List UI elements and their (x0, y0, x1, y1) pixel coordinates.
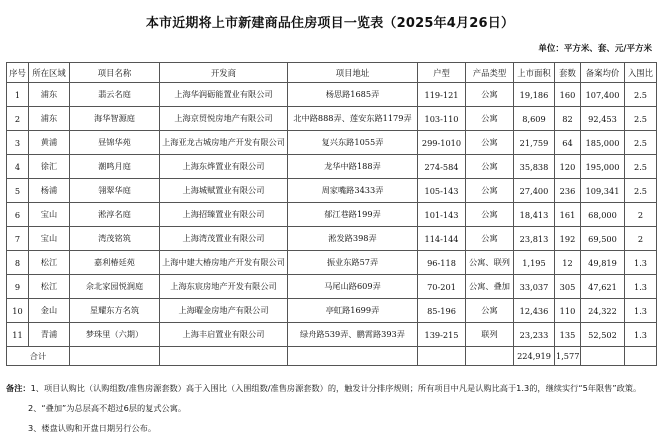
table-row (7, 275, 657, 299)
units-cell: 12 (555, 251, 581, 275)
note-item: 3、楼盘认购和开盘日期另行公布。 (28, 423, 157, 433)
units-cell: 64 (555, 131, 581, 155)
district-cell: 黄浦 (29, 131, 70, 155)
product-type-cell: 公寓 (466, 83, 514, 107)
note-line (6, 378, 656, 398)
header-cell: 套数 (555, 63, 581, 83)
product-type-cell: 公寓 (466, 131, 514, 155)
address-cell: 龙华中路188弄 (288, 155, 418, 179)
total-label: 合计 (7, 347, 70, 366)
project-name-cell: 昼锦华苑 (70, 131, 160, 155)
table-body (7, 83, 657, 366)
address-cell: 郁江巷路199弄 (288, 203, 418, 227)
header-cell: 序号 (7, 63, 29, 83)
units-cell: 305 (555, 275, 581, 299)
ratio-cell: 2.5 (625, 155, 657, 179)
document-title: 本市近期将上市新建商品住房项目一览表（2025年4月26日） (145, 16, 515, 31)
table-row (7, 299, 657, 323)
district-cell: 宝山 (29, 203, 70, 227)
address-cell: 马尾山路609弄 (288, 275, 418, 299)
total-area: 224,919 (514, 347, 555, 366)
product-type-cell: 联列 (466, 323, 514, 347)
product-type-cell: 公寓 (466, 179, 514, 203)
address-cell: 振业东路57弄 (288, 251, 418, 275)
developer-cell: 上海丰启置业有限公司 (160, 323, 288, 347)
units-cell: 161 (555, 203, 581, 227)
area-cell: 19,186 (514, 83, 555, 107)
header-cell: 上市面积 (514, 63, 555, 83)
product-type-cell: 公寓 (466, 203, 514, 227)
price-cell: 52,502 (581, 323, 625, 347)
project-name-cell: 潮鸣月庭 (70, 155, 160, 179)
table-cell (418, 347, 466, 366)
header-cell: 户型 (418, 63, 466, 83)
ratio-cell: 2 (625, 203, 657, 227)
table-row (7, 179, 657, 203)
project-name-cell: 梦珠里（六期） (70, 323, 160, 347)
unit-type-cell: 274-584 (418, 155, 466, 179)
index-cell: 11 (7, 323, 29, 347)
project-name-cell: 翡云名庭 (70, 83, 160, 107)
index-cell: 8 (7, 251, 29, 275)
price-cell: 92,453 (581, 107, 625, 131)
area-cell: 21,759 (514, 131, 555, 155)
project-name-cell: 湾茂铭筑 (70, 227, 160, 251)
developer-cell: 上海湾茂置业有限公司 (160, 227, 288, 251)
district-cell: 松江 (29, 275, 70, 299)
units-cell: 135 (555, 323, 581, 347)
table-row (7, 251, 657, 275)
address-cell: 淞发路398弄 (288, 227, 418, 251)
index-cell: 10 (7, 299, 29, 323)
index-cell: 6 (7, 203, 29, 227)
index-cell: 9 (7, 275, 29, 299)
district-cell: 金山 (29, 299, 70, 323)
developer-cell: 上海曜金房地产有限公司 (160, 299, 288, 323)
address-cell: 亭虹路1699弄 (288, 299, 418, 323)
index-cell: 1 (7, 83, 29, 107)
unit-label: 单位：平方米、套、元/平方米 (538, 44, 652, 54)
ratio-cell: 2 (625, 227, 657, 251)
ratio-cell: 1.3 (625, 251, 657, 275)
table-header-row (7, 63, 657, 83)
product-type-cell: 公寓 (466, 299, 514, 323)
table-row (7, 83, 657, 107)
total-units: 1,577 (555, 347, 581, 366)
header-cell: 开发商 (160, 63, 288, 83)
district-cell: 青浦 (29, 323, 70, 347)
unit-type-cell: 70-201 (418, 275, 466, 299)
index-cell: 4 (7, 155, 29, 179)
note-item: 2、“叠加”为总层高不超过6层的复式公寓。 (28, 403, 187, 413)
district-cell: 杨浦 (29, 179, 70, 203)
ratio-cell: 2.5 (625, 131, 657, 155)
ratio-cell: 1.3 (625, 299, 657, 323)
header-cell: 入围比 (625, 63, 657, 83)
project-table (6, 62, 657, 366)
address-cell: 周家嘴路3433弄 (288, 179, 418, 203)
header-cell: 项目地址 (288, 63, 418, 83)
notes-heading: 备注： (6, 383, 31, 393)
units-cell: 120 (555, 155, 581, 179)
unit-type-cell: 103-110 (418, 107, 466, 131)
district-cell: 宝山 (29, 227, 70, 251)
units-cell: 110 (555, 299, 581, 323)
table-row (7, 107, 657, 131)
total-row (7, 347, 657, 366)
price-cell: 49,819 (581, 251, 625, 275)
project-name-cell: 海华智源庭 (70, 107, 160, 131)
product-type-cell: 公寓、叠加 (466, 275, 514, 299)
ratio-cell: 2.5 (625, 107, 657, 131)
developer-cell: 上海中建大椿房地产开发有限公司 (160, 251, 288, 275)
district-cell: 松江 (29, 251, 70, 275)
index-cell: 7 (7, 227, 29, 251)
units-cell: 82 (555, 107, 581, 131)
header-cell: 项目名称 (70, 63, 160, 83)
product-type-cell: 公寓 (466, 227, 514, 251)
price-cell: 195,000 (581, 155, 625, 179)
units-cell: 192 (555, 227, 581, 251)
table-cell (70, 347, 160, 366)
price-cell: 47,621 (581, 275, 625, 299)
notes-section (6, 378, 656, 438)
index-cell: 2 (7, 107, 29, 131)
developer-cell: 上海亚龙古城房地产开发有限公司 (160, 131, 288, 155)
units-cell: 160 (555, 83, 581, 107)
table-row (7, 155, 657, 179)
header-cell: 产品类型 (466, 63, 514, 83)
address-cell: 复兴东路1055弄 (288, 131, 418, 155)
area-cell: 35,838 (514, 155, 555, 179)
price-cell: 68,000 (581, 203, 625, 227)
project-name-cell: 翎翠华庭 (70, 179, 160, 203)
table-row (7, 203, 657, 227)
header-cell: 备案均价 (581, 63, 625, 83)
area-cell: 23,233 (514, 323, 555, 347)
ratio-cell: 1.3 (625, 275, 657, 299)
project-name-cell: 淞淳名庭 (70, 203, 160, 227)
address-cell: 绿舟路539弄、鹏霄路393弄 (288, 323, 418, 347)
developer-cell: 上海东烨置业有限公司 (160, 155, 288, 179)
unit-type-cell: 114-144 (418, 227, 466, 251)
district-cell: 浦东 (29, 107, 70, 131)
developer-cell: 上海华润砺能置业有限公司 (160, 83, 288, 107)
district-cell: 浦东 (29, 83, 70, 107)
table-cell (581, 347, 625, 366)
note-item: 1、项目认购比（认购组数/准售房源套数）高于入围比（入围组数/准售房源套数）的，触发计分排序规则；所有项目中凡是认购比高于1.3的，继续实行“5年限售”政策。 (30, 383, 642, 393)
header-cell: 所在区域 (29, 63, 70, 83)
unit-type-cell: 139-215 (418, 323, 466, 347)
address-cell: 杨思路1685弄 (288, 83, 418, 107)
project-name-cell: 佘北家园悦涧庭 (70, 275, 160, 299)
project-name-cell: 嘉利椿廷苑 (70, 251, 160, 275)
table-row (7, 131, 657, 155)
address-cell: 北中路888弄、莲安东路1179弄 (288, 107, 418, 131)
developer-cell: 上海城赋置业有限公司 (160, 179, 288, 203)
unit-type-cell: 119-121 (418, 83, 466, 107)
index-cell: 3 (7, 131, 29, 155)
table-cell (466, 347, 514, 366)
table-row (7, 227, 657, 251)
developer-cell: 上海京贸悦房地产有限公司 (160, 107, 288, 131)
unit-type-cell: 96-118 (418, 251, 466, 275)
developer-cell: 上海东宸房地产开发有限公司 (160, 275, 288, 299)
area-cell: 18,413 (514, 203, 555, 227)
price-cell: 69,500 (581, 227, 625, 251)
area-cell: 8,609 (514, 107, 555, 131)
price-cell: 24,322 (581, 299, 625, 323)
ratio-cell: 2.5 (625, 179, 657, 203)
district-cell: 徐汇 (29, 155, 70, 179)
product-type-cell: 公寓 (466, 107, 514, 131)
project-name-cell: 星耀东方名筑 (70, 299, 160, 323)
area-cell: 27,400 (514, 179, 555, 203)
price-cell: 109,341 (581, 179, 625, 203)
table-row (7, 323, 657, 347)
table-cell (625, 347, 657, 366)
area-cell: 12,436 (514, 299, 555, 323)
price-cell: 185,000 (581, 131, 625, 155)
unit-type-cell: 299-1010 (418, 131, 466, 155)
unit-type-cell: 85-196 (418, 299, 466, 323)
developer-cell: 上海招臻置业有限公司 (160, 203, 288, 227)
index-cell: 5 (7, 179, 29, 203)
area-cell: 1,195 (514, 251, 555, 275)
table-cell (160, 347, 288, 366)
units-cell: 236 (555, 179, 581, 203)
price-cell: 107,400 (581, 83, 625, 107)
ratio-cell: 1.3 (625, 323, 657, 347)
unit-type-cell: 105-143 (418, 179, 466, 203)
area-cell: 23,813 (514, 227, 555, 251)
area-cell: 33,037 (514, 275, 555, 299)
unit-type-cell: 101-143 (418, 203, 466, 227)
product-type-cell: 公寓、联列 (466, 251, 514, 275)
ratio-cell: 2.5 (625, 83, 657, 107)
product-type-cell: 公寓 (466, 155, 514, 179)
table-cell (288, 347, 418, 366)
